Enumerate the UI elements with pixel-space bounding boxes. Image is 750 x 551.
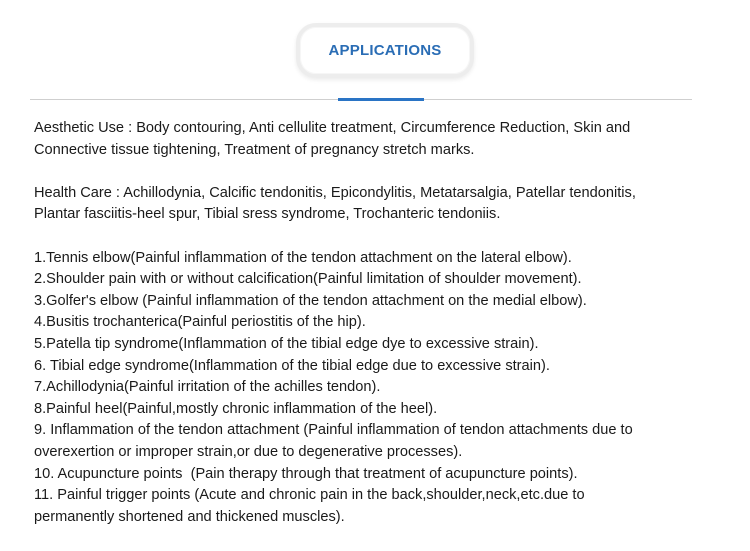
list-item: 2.Shoulder pain with or without calcification(Painful limitation of shoulder movement).	[34, 271, 582, 288]
list-item: 3.Golfer's elbow (Painful inflammation of the tendon attachment on the medial elbow).	[34, 292, 587, 309]
health-care-line-1: Health Care : Achillodynia, Calcific tendonitis, Epicondylitis, Metatarsalgia, Patellar tendonitis,	[34, 184, 636, 201]
list-item: 7.Achillodynia(Painful irritation of the achilles tendon).	[34, 379, 381, 396]
list-item: 8.Painful heel(Painful,mostly chronic inflammation of the heel).	[34, 400, 438, 417]
applications-title: APPLICATIONS	[328, 42, 442, 59]
list-item: permanently shortened and thickened muscles).	[34, 508, 345, 525]
list-item: 9. Inflammation of the tendon attachment (Painful inflammation of tendon attachments due to	[34, 422, 633, 439]
list-item: overexertion or improper strain,or due to degenerative processes).	[34, 443, 463, 460]
list-item: 10. Acupuncture points (Pain therapy through that treatment of acupuncture points).	[34, 465, 578, 482]
paragraph-gap	[34, 226, 734, 248]
aesthetic-use-line-2: Connective tissue tightening, Treatment of pregnancy stretch marks.	[34, 141, 475, 158]
list-item: 4.Busitis trochanterica(Painful periostitis of the hip).	[34, 314, 366, 331]
list-item: 5.Patella tip syndrome(Inflammation of the tibial edge dye to excessive strain).	[34, 335, 539, 352]
section-divider-accent	[338, 98, 424, 101]
applications-header-button	[296, 23, 474, 78]
paragraph-gap	[34, 161, 734, 183]
list-item: 11. Painful trigger points (Acute and chronic pain in the back,shoulder,neck,etc.due to	[34, 487, 585, 504]
applications-content	[34, 118, 734, 528]
list-item: 1.Tennis elbow(Painful inflammation of the tendon attachment on the lateral elbow).	[34, 249, 572, 266]
health-care-line-2: Plantar fasciitis-heel spur, Tibial sress syndrome, Trochanteric tendoniis.	[34, 206, 501, 223]
list-item: 6. Tibial edge syndrome(Inflammation of the tibial edge due to excessive strain).	[34, 357, 550, 374]
aesthetic-use-line-1: Aesthetic Use : Body contouring, Anti cellulite treatment, Circumference Reduction, Skin and	[34, 120, 631, 136]
